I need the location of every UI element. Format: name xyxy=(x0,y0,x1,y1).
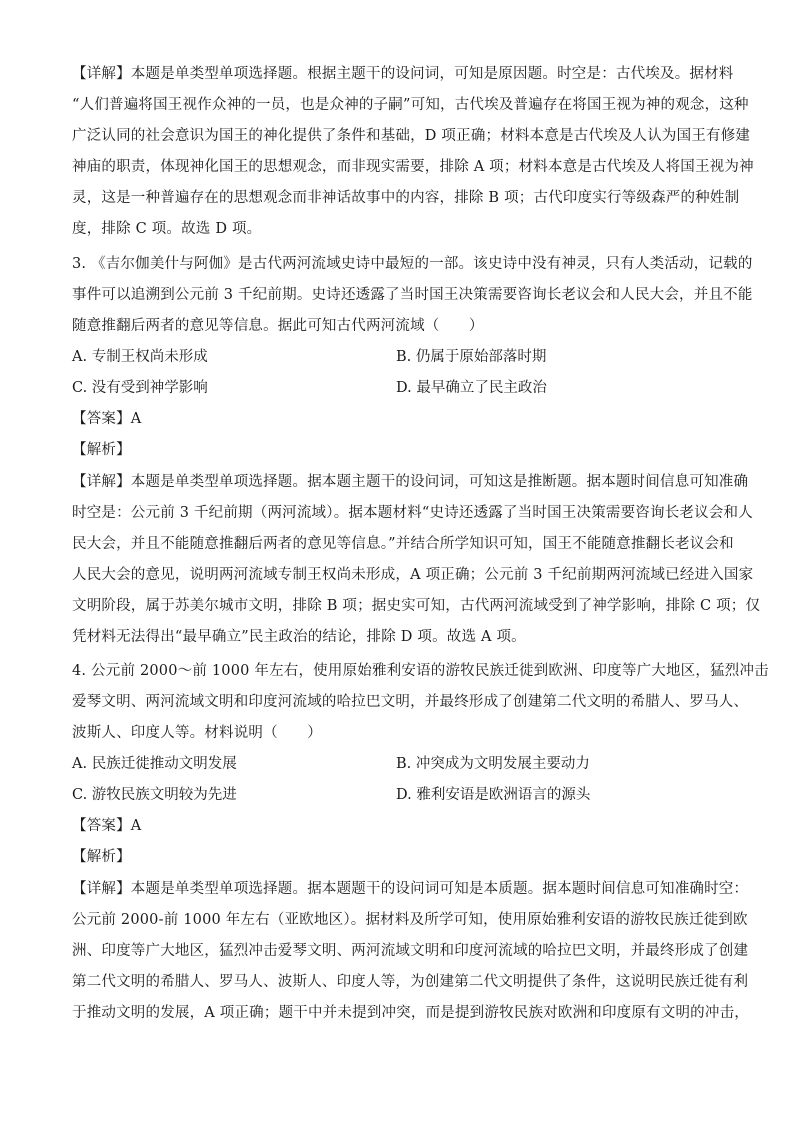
question-4-analysis-line: 公元前 2000-前 1000 年左右（亚欧地区）。据材料及所学可知，使用原始雅利安语的游牧民族迁徙到欧 xyxy=(72,912,748,928)
question-4-analysis-line: 第二代文明的希腊人、罗马人、波斯人、印度人等，为创建第二代文明提供了条件，这说明民族迁徙有利 xyxy=(72,974,749,990)
question-3-stem: 3. 《吉尔伽美什与阿伽》是古代两河流域史诗中最短的一部。该史诗中没有神灵，只有人类活动，记载的 xyxy=(72,256,753,272)
explanation-line: 【详解】本题是单类型单项选择题。根据主题干的设问词，可知是原因题。时空是：古代埃及。据材料 xyxy=(72,66,734,82)
question-4-stem: 波斯人、印度人等。材料说明（ ） xyxy=(72,725,322,741)
question-4-analysis-line: 【详解】本题是单类型单项选择题。据本题题干的设问词可知是本质题。据本题时间信息可知准确时空： xyxy=(72,881,749,897)
question-3-option-a: A. 专制王权尚未形成 xyxy=(72,349,208,365)
question-4-option-c: C. 游牧民族文明较为先进 xyxy=(72,787,237,803)
question-4-analysis-line: 洲、印度等广大地区，猛烈冲击爱琴文明、两河流域文明和印度河流域的哈拉巴文明，并最终形成了创建 xyxy=(72,943,749,959)
question-3-analysis-line: 人民大会的意见，说明两河流域专制王权尚未形成，A 项正确；公元前 3 千纪前期两河流域已经进入国家 xyxy=(72,567,754,583)
question-3-stem: 事件可以追溯到公元前 3 千纪前期。史诗还透露了当时国王决策需要咨询长老议会和人民大会，并且不能 xyxy=(72,287,753,303)
explanation-line: 广泛认同的社会意识为国王的神化提供了条件和基础，D 项正确；材料本意是古代埃及人认为国王有修建 xyxy=(72,128,751,144)
question-3-analysis-line: 凭材料无法得出“最早确立”民主政治的结论，排除 D 项。故选 A 项。 xyxy=(72,629,526,645)
explanation-line: 神庙的职责，体现神化国王的思想观念，而非现实需要，排除 A 项；材料本意是古代埃及人将国王视为神 xyxy=(72,159,754,175)
question-3-option-d: D. 最早确立了民主政治 xyxy=(396,380,547,396)
question-4-option-a: A. 民族迁徙推动文明发展 xyxy=(72,756,237,772)
question-3-analysis-line: 民大会，并且不能随意推翻后两者的意见等信息。”并结合所学知识可知，国王不能随意推翻长老议会和 xyxy=(72,536,734,552)
question-3-answer: 【答案】A xyxy=(72,411,142,427)
explanation-line: 灵，这是一种普遍存在的思想观念而非神话故事中的内容，排除 B 项；古代印度实行等级森严的种姓制 xyxy=(72,190,740,206)
question-3-analysis-line: 时空是：公元前 3 千纪前期（两河流域）。据本题材料“史诗还透露了当时国王决策需要咨询长老议会和人 xyxy=(72,505,753,521)
question-4-option-b: B. 冲突成为文明发展主要动力 xyxy=(396,756,590,772)
question-4-stem: 爱琴文明、两河流域文明和印度河流域的哈拉巴文明，并最终形成了创建第二代文明的希腊人、罗马人、 xyxy=(72,694,749,710)
explanation-line: “人们普遍将国王视作众神的一员，也是众神的子嗣”可知，古代埃及普遍存在将国王视为神的观念，这种 xyxy=(72,97,749,113)
explanation-line: 度，排除 C 项。故选 D 项。 xyxy=(72,221,262,237)
question-4-answer: 【答案】A xyxy=(72,818,142,834)
question-3-stem: 随意推翻后两者的意见等信息。据此可知古代两河流域（ ） xyxy=(72,318,484,334)
question-4-analysis-label: 【解析】 xyxy=(72,849,131,865)
question-4-analysis-line: 于推动文明的发展，A 项正确；题干中并未提到冲突，而是提到游牧民族对欧洲和印度原有文明的冲击， xyxy=(72,1005,749,1021)
question-3-analysis-line: 文明阶段，属于苏美尔城市文明，排除 B 项；据史实可知，古代两河流域受到了神学影响，排除 C 项；仅 xyxy=(72,598,761,614)
question-3-analysis-line: 【详解】本题是单类型单项选择题。据本题主题干的设问词，可知这是推断题。据本题时间信息可知准确 xyxy=(72,474,749,490)
question-4-stem: 4. 公元前 2000～前 1000 年左右，使用原始雅利安语的游牧民族迁徙到欧洲、印度等广大地区，猛烈冲击 xyxy=(72,663,769,679)
question-4-option-d: D. 雅利安语是欧洲语言的源头 xyxy=(396,787,591,803)
question-3-option-c: C. 没有受到神学影响 xyxy=(72,380,208,396)
question-3-analysis-label: 【解析】 xyxy=(72,442,131,458)
question-3-option-b: B. 仍属于原始部落时期 xyxy=(396,349,547,365)
